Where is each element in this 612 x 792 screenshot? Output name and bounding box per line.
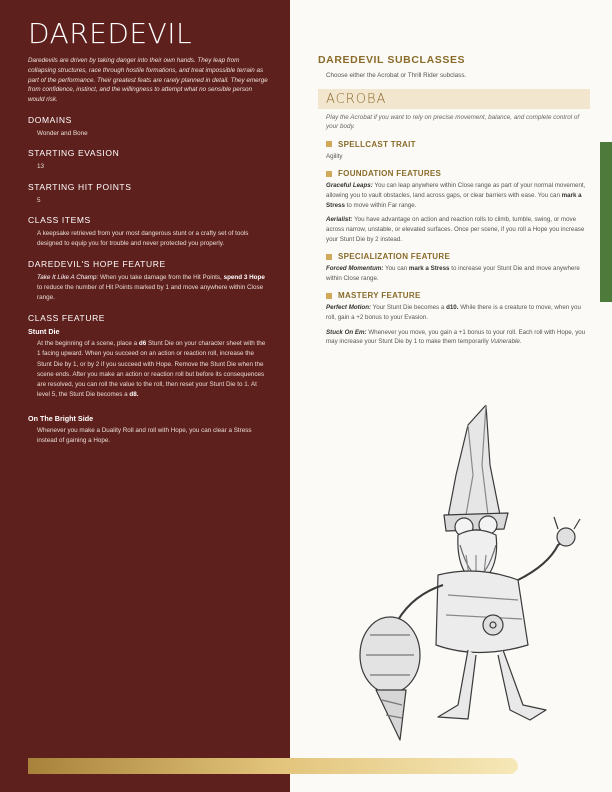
stunt-die-value: d6: [138, 340, 147, 348]
foundation-heading-label: FOUNDATION FEATURES: [338, 169, 442, 179]
hope-feature-heading: DAREDEVIL'S HOPE FEATURE: [28, 259, 166, 270]
graceful-leaps-name: Graceful Leaps:: [326, 182, 373, 190]
hope-feature-name: Take It Like A Champ:: [37, 274, 99, 282]
bright-side-text: Whenever you make a Duality Roll and roll with Hope, you can clear a Stress instead of gaining a Hope.: [37, 426, 252, 444]
stunt-die-name: Stunt Die: [28, 327, 60, 337]
mastery-heading: [326, 291, 590, 300]
hp-heading: STARTING HIT POINTS: [28, 181, 132, 192]
graceful-leaps-tail: to move within Far range.: [346, 201, 417, 209]
graceful-leaps-emphasis: mark a Stress: [326, 192, 582, 209]
hope-feature-body: When you take damage from the Hit Points,: [100, 274, 222, 282]
hope-feature-text: [37, 273, 268, 303]
perfect-motion-name: Perfect Motion:: [326, 304, 372, 312]
spellcast-heading: [326, 140, 590, 149]
specialization-heading: [326, 252, 590, 261]
stunt-die-text: [37, 339, 268, 399]
stuck-on-em-tail: Vulnerable.: [490, 338, 522, 346]
stuck-on-em-name: Stuck On Em:: [326, 328, 367, 336]
hope-feature-tail: to reduce the number of Hit Points marked by 1 and move anywhere within Close range.: [37, 284, 264, 302]
right-panel: [318, 54, 590, 352]
graceful-leaps-text: [326, 181, 590, 210]
stunt-text-1: At the beginning of a scene, place a: [37, 340, 138, 348]
bullet-square-icon: [326, 293, 332, 299]
domains-value: Wonder and Bone: [37, 129, 88, 137]
forced-momentum-emphasis: mark a Stress: [408, 265, 450, 273]
acrobat-title: ACROBA: [326, 91, 387, 107]
specialization-heading-label: SPECIALIZATION FEATURE: [338, 252, 451, 262]
chapter-tab: [600, 142, 612, 302]
class-intro: Daredevils are driven by taking danger into their own hands. They leap from collapsing structures, race through hostile formations, and treat impossible terrain as part of the performance. Their greatest feats are rarely planned in detail. They emerge from confidence, instinct, and the willingness to attempt what no sensible person would risk.: [28, 57, 268, 103]
forced-momentum-text: [326, 264, 590, 283]
footer-gold-bar: [28, 758, 518, 774]
forced-momentum-name: Forced Momentum:: [326, 265, 384, 273]
bullet-square-icon: [326, 171, 332, 177]
foundation-heading: [326, 169, 590, 178]
stunt-text-2: Stunt Die on your character sheet with the 1 facing upward. When you succeed on an action or reaction roll, increase the Stunt Die by 1, or by 2 if you succeed with Hope. Remove the Stunt Die when the scene ends. After you make an action or reaction roll but before its consequences are resolved, you can roll the value to the roll, then reset your Stunt Die to 1. At level 5, the Stunt Die becomes a: [37, 340, 266, 398]
hp-value: 5: [37, 196, 41, 204]
subclasses-title: DAREDEVIL SUBCLASSES: [318, 54, 466, 66]
hope-spend-emphasis: spend 3 Hope: [223, 274, 265, 282]
aerialist-text: [326, 215, 590, 244]
perfect-motion-tail: While there is a creature to move, when you roll, gain a +2 bonus to your Evasion.: [326, 304, 581, 321]
perfect-motion-die: d10.: [446, 304, 459, 312]
forced-momentum-body: You can: [385, 265, 408, 273]
armored-gnome-illustration: [318, 405, 590, 750]
spellcast-value: Agility: [326, 152, 343, 160]
spellcast-heading-label: SPELLCAST TRAIT: [338, 139, 416, 149]
perfect-motion-body: Your Stunt Die becomes a: [372, 304, 445, 312]
acrobat-band: [318, 89, 590, 109]
bullet-square-icon: [326, 254, 332, 260]
stuck-on-em-text: [326, 328, 590, 347]
stunt-die-upgrade: d8.: [129, 390, 139, 398]
stuck-on-em-body: Whenever you move, you gain a +1 bonus to your roll. Each roll with Hope, you may increase your Stunt Die by 1 to make them temporarily: [326, 328, 586, 346]
perfect-motion-text: [326, 303, 590, 322]
aerialist-name: Aerialist:: [326, 216, 353, 224]
class-feature-heading: CLASS FEATURE: [28, 313, 106, 324]
left-panel: [0, 0, 290, 792]
aerialist-body: You have advantage on action and reaction rolls to climb, tumble, swing, or move across narrow, unstable, or elevated surfaces. Once per scene, if you roll a Hope you increase your Stunt Die by 2 instead.: [326, 216, 585, 243]
class-items-heading: CLASS ITEMS: [28, 215, 91, 226]
mastery-heading-label: MASTERY FEATURE: [338, 291, 421, 301]
acrobat-description: Play the Acrobat if you want to rely on precise movement, balance, and complete control of your body.: [326, 114, 580, 131]
evasion-heading: STARTING EVASION: [28, 148, 120, 159]
graceful-leaps-body: You can leap anywhere within Close range as part of your normal movement, allowing you to vault obstacles, land across gaps, or clear barriers with ease. You can: [326, 182, 586, 200]
subclasses-lead: Choose either the Acrobat or Thrill Rider subclass.: [326, 72, 467, 79]
class-items-text: A keepsake retrieved from your most dangerous stunt or a crafty set of tools designed to equip you for trouble and never protected you properly.: [37, 230, 249, 248]
bright-side-name: On The Bright Side: [28, 413, 94, 423]
bullet-square-icon: [326, 141, 332, 147]
page-title: DAREDEVIL: [28, 17, 193, 50]
evasion-value: 13: [37, 163, 45, 171]
forced-momentum-tail: to increase your Stunt Die and move anywhere within Close range.: [326, 265, 580, 282]
domains-heading: DOMAINS: [28, 114, 72, 125]
